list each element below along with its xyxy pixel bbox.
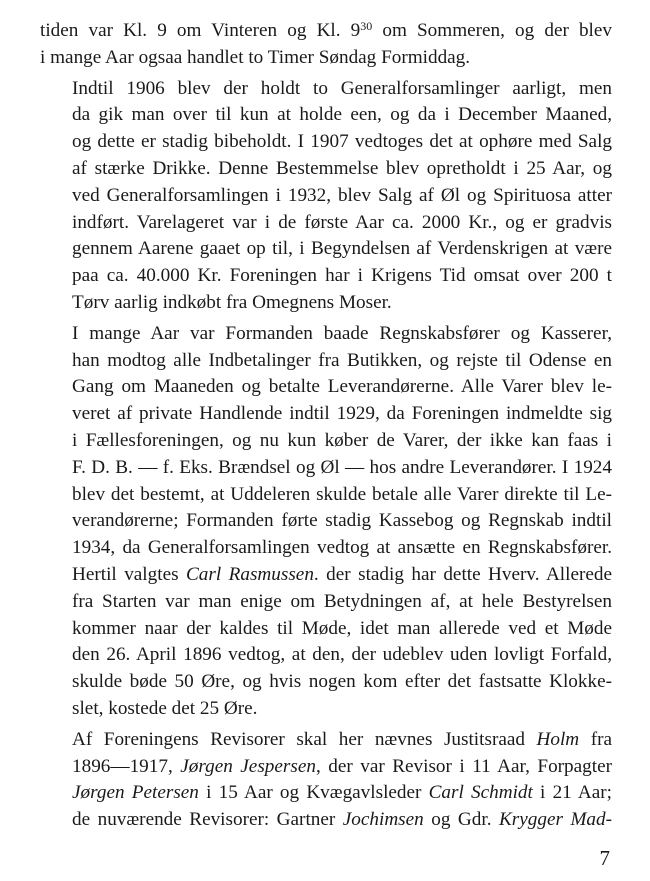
superscript: 30 (360, 19, 373, 33)
text-run: slet, kostede det 25 Øre. (72, 697, 258, 719)
text-line (40, 642, 612, 669)
text-run: den 26. April 1896 vedtog, at den, der udeblev uden lovligt Forfald, (72, 644, 612, 666)
text-line (40, 290, 612, 317)
text-run: de nuværende Revisorer: Gartner (72, 809, 343, 831)
text-line (40, 102, 612, 129)
text-line (40, 754, 612, 781)
italic-name: Jørgen Petersen (72, 782, 199, 804)
paragraph (40, 76, 612, 317)
text-run: 1934, da Generalforsamlingen vedtog at ansætte en Regnskabsfører. (72, 537, 612, 559)
text-line (40, 669, 612, 696)
text-run: Indtil 1906 blev der holdt to Generalforsamlinger aarligt, men (72, 77, 612, 99)
text-line (40, 535, 612, 562)
text-run: 1896—1917, (72, 755, 181, 777)
text-line (40, 589, 612, 616)
text-line (40, 156, 612, 183)
text-run: og Gdr. (423, 809, 499, 831)
text-line (40, 210, 612, 237)
text-run: kommer naar der kaldes til Møde, idet man allerede ved et Møde (72, 617, 612, 639)
text-line (40, 45, 612, 72)
text-run: gennem Aarene gaaet op til, i Begyndelsen af Verdenskrigen at være (72, 238, 612, 260)
text-run: F. D. B. — f. Eks. Brændsel og Øl — hos andre Leverandører. I 1924 (72, 456, 612, 478)
text-line (40, 76, 612, 103)
text-run: , der var Revisor i 11 Aar, Forpagter (315, 755, 612, 777)
text-line (40, 482, 612, 509)
text-line (40, 455, 612, 482)
text-run: blev det bestemt, at Uddeleren skulde betale alle Varer direkte til Le- (72, 483, 612, 505)
text-line (40, 401, 612, 428)
text-line (40, 183, 612, 210)
text-run: da gik man over til kun at holde een, og da i December Maaned, (72, 104, 612, 126)
text-run: Gang om Maaneden og betalte Leverandørerne. Alle Varer blev le- (72, 376, 612, 398)
text-line (40, 562, 612, 589)
text-line (40, 18, 612, 45)
text-run: Tørv aarlig indkøbt fra Omegnens Moser. (72, 291, 392, 313)
italic-name: Carl Rasmussen (186, 563, 314, 585)
text-line (40, 616, 612, 643)
text-run: tiden var Kl. 9 om Vinteren og Kl. 9 (40, 20, 361, 41)
text-run: og dette er stadig bibeholdt. I 1907 vedtoges det at ophøre med Salg (72, 131, 612, 153)
text-line (40, 428, 612, 455)
text-run: fra (579, 728, 612, 750)
text-run: I mange Aar var Formanden baade Regnskabsfører og Kasserer, (72, 322, 612, 344)
text-line (40, 780, 612, 807)
text-line (40, 348, 612, 375)
italic-name: Jochimsen (342, 809, 424, 831)
italic-name: Carl Schmidt (428, 782, 533, 804)
text-line (40, 727, 612, 754)
text-run: . der stadig har dette Hverv. Allerede (313, 563, 612, 585)
paragraph (40, 321, 612, 723)
text-run: veret af private Handlende indtil 1929, da Foreningen indmeldte sig (72, 403, 612, 425)
italic-name: Holm (536, 728, 580, 750)
text-run: Af Foreningens Revisorer skal her nævnes Justitsraad (72, 728, 537, 750)
paragraph (40, 18, 612, 72)
text-line (40, 129, 612, 156)
text-line (40, 263, 612, 290)
text-run: i 21 Aar; (532, 782, 612, 804)
text-line (40, 321, 612, 348)
text-run: ved Generalforsamlingen i 1932, blev Salg af Øl og Spirituosa atter (72, 184, 612, 206)
text-line (40, 807, 612, 834)
text-run: indført. Varelageret var i de første Aar ca. 2000 Kr., og er gradvis (72, 211, 612, 233)
paragraph (40, 727, 612, 834)
text-run: om Sommeren, og der blev (372, 20, 612, 41)
page-body (40, 18, 612, 834)
page-number: 7 (599, 846, 610, 870)
italic-name: Jørgen Jespersen (180, 755, 316, 777)
text-run: fra Starten var man enige om Betydningen af, at hele Bestyrelsen (72, 590, 612, 612)
text-run: paa ca. 40.000 Kr. Foreningen har i Krigens Tid omsat over 200 t (72, 265, 612, 287)
text-line (40, 374, 612, 401)
text-line (40, 236, 612, 263)
text-run: verandørerne; Formanden førte stadig Kassebog og Regnskab indtil (72, 510, 612, 532)
text-line (40, 508, 612, 535)
text-run: skulde bøde 50 Øre, og hvis nogen kom efter det fastsatte Klokke- (72, 671, 612, 693)
text-line (40, 696, 612, 723)
text-run: af stærke Drikke. Denne Bestemmelse blev opretholdt i 25 Aar, og (72, 157, 612, 179)
text-run: i mange Aar ogsaa handlet to Timer Søndag Formiddag. (40, 46, 471, 68)
text-run: i Fællesforeningen, og nu kun køber de Varer, der ikke kan faas i (72, 429, 612, 451)
italic-name: Krygger Mad- (499, 809, 612, 831)
text-run: i 15 Aar og Kvægavlsleder (198, 782, 429, 804)
text-run: han modtog alle Indbetalinger fra Butikken, og rejste til Odense en (72, 349, 612, 371)
text-run: Hertil valgtes (72, 563, 186, 585)
